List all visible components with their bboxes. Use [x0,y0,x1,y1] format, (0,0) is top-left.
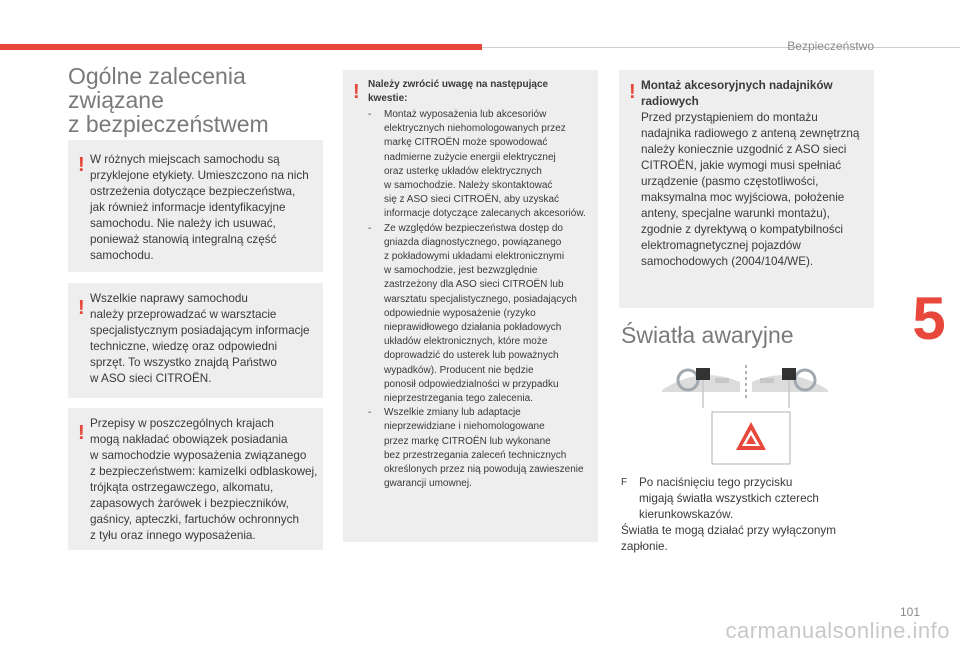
warning-icon: ! [353,81,360,103]
text-line: Przepisy w poszczególnych krajach [90,417,274,430]
warning-icon: ! [78,297,85,319]
text-line: Ze względów bezpieczeństwa dostęp do [384,222,563,234]
text-line: ponosił odpowiedzialności w przypadku [384,378,559,390]
text-line: określonych przez nią powodują zawieszenie [384,464,584,476]
warning-icon: ! [78,154,85,176]
list-dash: - [368,222,372,234]
text-line: odpowiednie wyposażenie (ryzyko [384,307,536,319]
text-line: kwestie: [368,93,408,105]
text-line: elektrycznych niehomologowanych przez [384,123,566,135]
text-line: samochodu. Nie należy ich usuwać, [90,217,276,230]
note-line: Światła te mogą działać przy wyłączonym [621,524,837,537]
text-line: Wszelkie naprawy samochodu [90,292,248,305]
text-line: układów elektronicznych, które może [384,336,548,348]
section-label: Bezpieczeństwo [787,39,874,53]
bullet-line [621,507,836,523]
page-title-line2: z bezpieczeństwem [68,111,269,137]
warning-icon: ! [629,81,636,103]
text-line: w samochodzie. Należy skontaktować [384,180,553,192]
bullet-text: migają światła wszystkich czterech [639,492,819,505]
hazard-illustration [660,360,830,470]
steering-wheel-icon [662,368,740,392]
text-line: techniczne, wiedzę oraz odpowiedni [90,340,278,353]
text-line: z tyłu oraz innego wyposażenia. [90,529,256,542]
text-line: zgodnie z dyrektywą o kompatybilności [641,223,844,236]
list-dash: - [368,407,372,419]
warning-icon: ! [78,422,85,444]
text-line: sprzęt. To wszystko znajdą Państwo [90,356,277,369]
bullet-line [621,475,836,491]
text-line: bez przestrzegania zaleceń technicznych [384,449,567,461]
text-line: Przed przystąpieniem do montażu [641,111,818,124]
text-line: w ASO sieci CITROËN. [90,372,212,385]
text-line: nieprawidłowego działania pokładowych [384,322,562,334]
text-line: przyklejone etykiety. Umieszczono na nich [90,169,309,182]
bullet-icon: F [621,477,628,488]
text-line: urządzenie (pasmo częstotliwości, [641,175,819,188]
text-line: oraz usterkę układów elektrycznych [384,165,542,177]
warning-box-text [90,152,309,264]
text-line: nadajnika radiowego z anteną zewnętrzną [641,127,860,140]
hazard-section-title: Światła awaryjne [621,322,794,348]
text-line: wypadków). Producent nie będzie [384,364,534,376]
chapter-tab [898,280,960,356]
text-line: zastrzeżony dla ASO sieci CITROËN lub [384,279,564,291]
page-title [68,64,338,136]
text-line: gwarancji umownej. [384,478,472,490]
text-line: Należy zwrócić uwagę na następujące [368,79,549,90]
text-line: Montaż wyposażenia lub akcesoriów [384,109,547,120]
text-line: radiowych [641,95,699,108]
list-item [368,406,586,491]
text-line: ostrzeżenia dotyczące bezpieczeństwa, [90,185,296,198]
text-line: anteny, specjalne warunki montażu), [641,207,830,220]
text-line: nadmierne zużycie energii elektrycznej [384,151,556,163]
list-dash: - [368,109,372,120]
text-line: trójkąta ostrzegawczego, alkomatu, [90,481,274,494]
warning-box-labels [68,140,323,272]
text-line: doprowadzić do usterek lub poważnych [384,350,559,362]
text-line: samochodowych (2004/104/WE). [641,255,814,268]
warning-box-regulations [68,408,323,550]
hazard-button-icon [712,412,790,464]
text-line: W różnych miejscach samochodu są [90,153,280,166]
warning-box-list [368,108,586,491]
warning-box-accessories [343,70,598,542]
text-line: z pokładowymi układami elektronicznymi [384,251,565,263]
header-rule [482,47,960,48]
page-title-line1: Ogólne zalecenia związane [68,63,246,113]
chapter-number: 5 [912,284,946,352]
text-line: maksymalna moc wyjściowa, położenie [641,191,845,204]
warning-box-repairs [68,283,323,398]
hazard-description [621,475,836,555]
warning-box-radio [619,70,874,308]
text-line: elektromagnetycznej pojazdów [641,239,801,252]
header-accent-bar [0,44,482,50]
warning-box-text [90,416,317,544]
warning-box-heading [368,78,548,106]
text-line: przez markę CITROËN lub wykonane [384,435,551,447]
text-line: się z ASO sieci CITROËN, aby uzyskać [384,194,560,206]
bullet-text: Po naciśnięciu tego przycisku [639,476,793,489]
bullet-text: kierunkowskazów. [639,508,734,521]
text-line: markę CITROËN może spowodować [384,137,548,149]
text-line: samochodu. [90,249,154,262]
note-line: zapłonie. [621,540,668,553]
text-line: należy przeprowadzać w warsztacie [90,308,277,321]
list-item [368,108,586,222]
text-line: Montaż akcesoryjnych nadajników [641,79,833,92]
text-line: nieprzewidziane i niehomologowane [384,421,545,433]
warning-box-heading [641,78,833,110]
text-line: zapasowych żarówek i bezpieczników, [90,497,289,510]
text-line: nieprzestrzegania tego zalecenia. [384,393,533,405]
warning-box-text [641,110,859,270]
bullet-line [621,491,836,507]
warning-box-text [90,291,310,387]
text-line: mogą nakładać obowiązek posiadania [90,433,288,446]
text-line: gaśnicy, apteczki, fartuchów ochronnych [90,513,299,526]
text-line: należy koniecznie uzgodnić z ASO sieci [641,143,847,156]
text-line: CITROËN, jakie wymogi musi spełniać [641,159,842,172]
watermark: carmanualsonline.info [725,618,950,643]
text-line: warsztatu specjalistycznego, posiadających [384,293,577,305]
page-number: 101 [899,605,920,619]
text-line: jak również informacje identyfikacyjne [90,201,286,214]
list-item [368,222,586,407]
text-line: specjalistycznym posiadającym informacje [90,324,310,337]
text-line: Wszelkie zmiany lub adaptacje [384,407,521,419]
text-line: w samochodzie, jest bezwzględnie [384,265,538,277]
text-line: z bezpieczeństwem: kamizelki odblaskowej, [90,465,318,478]
text-line: informacje dotyczące zalecanych akcesoriów. [384,208,586,220]
text-line: w samochodzie wyposażenia związanego [90,449,307,462]
text-line: gniazda diagnostycznego, powiązanego [384,236,562,248]
steering-wheel-icon [752,368,828,392]
text-line: ponieważ stanowią integralną część [90,233,277,246]
